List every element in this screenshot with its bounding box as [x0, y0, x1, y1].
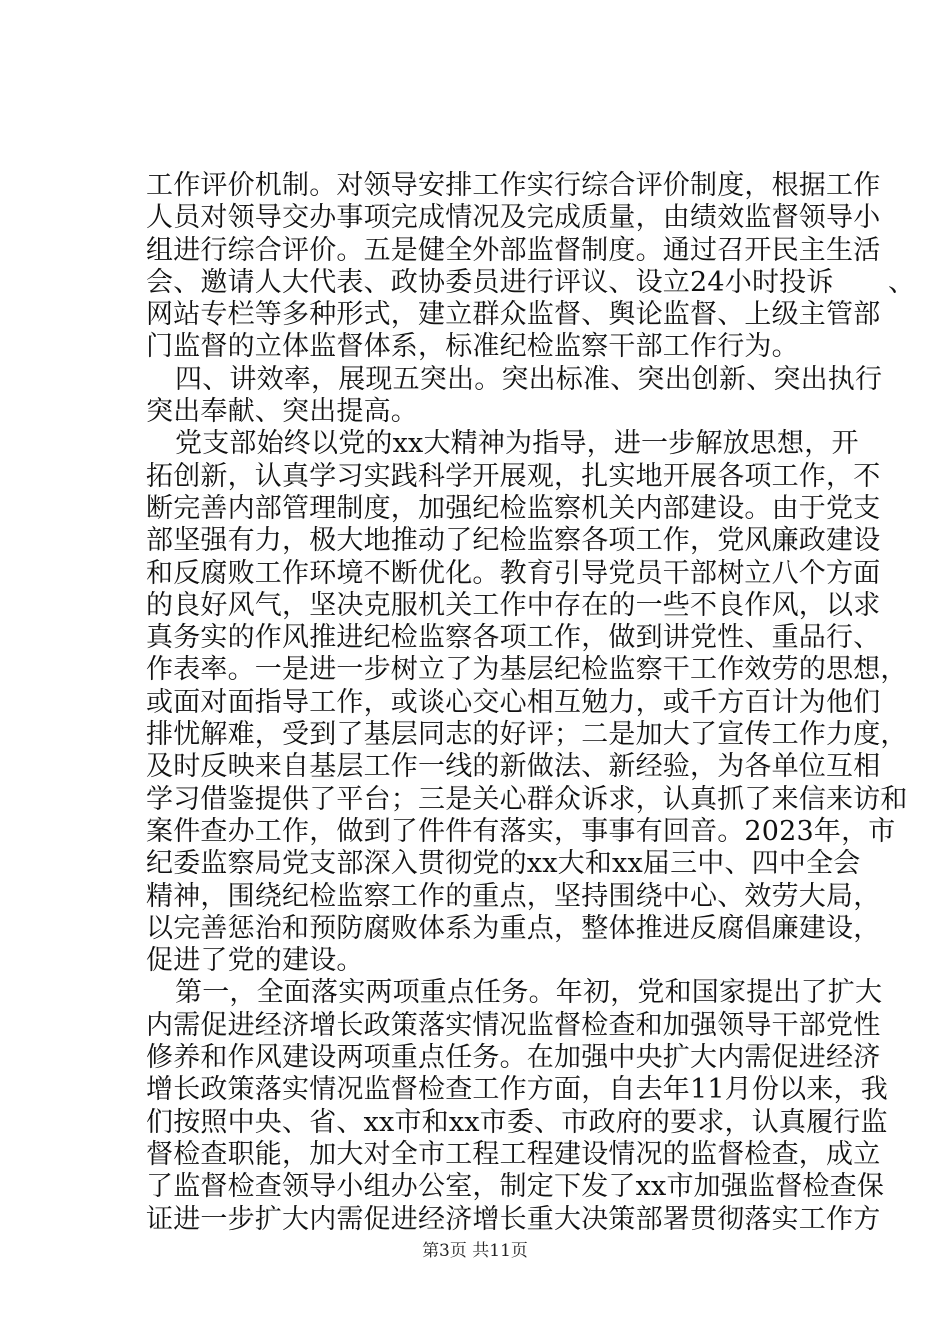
- text-line: 工作评价机制。对领导安排工作实行综合评价制度，根据工作: [146, 170, 881, 201]
- document-body: [146, 170, 916, 1236]
- text-line: 作表率。一是进一步树立了为基层纪检监察干工作效劳的思想，: [146, 654, 908, 686]
- text-line: 促进了党的建设。: [146, 945, 364, 977]
- text-line: 案件查办工作，做到了件件有落实，事事有回音。2023年，市: [146, 815, 896, 847]
- text-line: 断完善内部管理制度，加强纪检监察机关内部建设。由于党支: [146, 492, 881, 524]
- text-line: 精神，围绕纪检监察工作的重点，坚持围绕中心、效劳大局，: [146, 880, 881, 912]
- text-line: 了监督检查领导小组办公室，制定下发了xx市加强监督检查保: [146, 1171, 885, 1203]
- text-line: 的良好风气，坚决克服机关工作中存在的一些不良作风，以求: [146, 589, 881, 621]
- text-line: 督检查职能，加大对全市工程工程建设情况的监督检查，成立: [146, 1138, 881, 1170]
- text-line: 纪委监察局党支部深入贯彻党的xx大和xx届三中、四中全会: [146, 848, 861, 880]
- text-line: 及时反映来自基层工作一线的新做法、新经验，为各单位互相: [146, 751, 881, 783]
- text-line: 拓创新，认真学习实践科学开展观，扎实地开展各项工作，不: [146, 460, 881, 492]
- text-line: 修养和作风建设两项重点任务。在加强中央扩大内需促进经济: [146, 1042, 881, 1074]
- text-line: 学习借鉴提供了平台；三是关心群众诉求，认真抓了来信来访和: [146, 783, 908, 815]
- page-number-footer: 第3页 共11页: [422, 1241, 528, 1261]
- text-line: 们按照中央、省、xx市和xx市委、市政府的要求，认真履行监: [146, 1106, 888, 1138]
- text-line: 增长政策落实情况监督检查工作方面，自去年11月份以来，我: [146, 1074, 888, 1106]
- text-line: 或面对面指导工作，或谈心交心相互勉力，或千方百计为他们: [146, 686, 881, 718]
- paragraph-start-line: 党支部始终以党的xx大精神为指导，进一步解放思想，开: [175, 428, 859, 460]
- text-line: 和反腐败工作环境不断优化。教育引导党员干部树立八个方面: [146, 557, 881, 589]
- text-line: 门监督的立体监督体系，标准纪检监察干部工作行为。: [146, 331, 799, 363]
- text-line: 突出奉献、突出提高。: [146, 396, 418, 428]
- text-line: 证进一步扩大内需促进经济增长重大决策部署贯彻落实工作方: [146, 1203, 881, 1235]
- text-line: 以完善惩治和预防腐败体系为重点，整体推进反腐倡廉建设，: [146, 912, 881, 944]
- text-line: 会、邀请人大代表、政协委员进行评议、设立24小时投诉 、: [146, 266, 916, 298]
- paragraph-start-line: 第一，全面落实两项重点任务。年初，党和国家提出了扩大: [175, 977, 883, 1009]
- text-line: 组进行综合评价。五是健全外部监督制度。通过召开民主生活: [146, 234, 881, 266]
- text-line: 网站专栏等多种形式，建立群众监督、舆论监督、上级主管部: [146, 299, 881, 331]
- text-line: 内需促进经济增长政策落实情况监督检查和加强领导干部党性: [146, 1009, 881, 1041]
- text-line: 真务实的作风推进纪检监察各项工作，做到讲党性、重品行、: [146, 622, 881, 654]
- text-line: 人员对领导交办事项完成情况及完成质量，由绩效监督领导小: [146, 202, 881, 234]
- paragraph-start-line: 四、讲效率，展现五突出。突出标准、突出创新、突出执行: [175, 363, 883, 395]
- text-line: 部坚强有力，极大地推动了纪检监察各项工作，党风廉政建设: [146, 525, 881, 557]
- text-line: 排忧解难，受到了基层同志的好评；二是加大了宣传工作力度，: [146, 719, 908, 751]
